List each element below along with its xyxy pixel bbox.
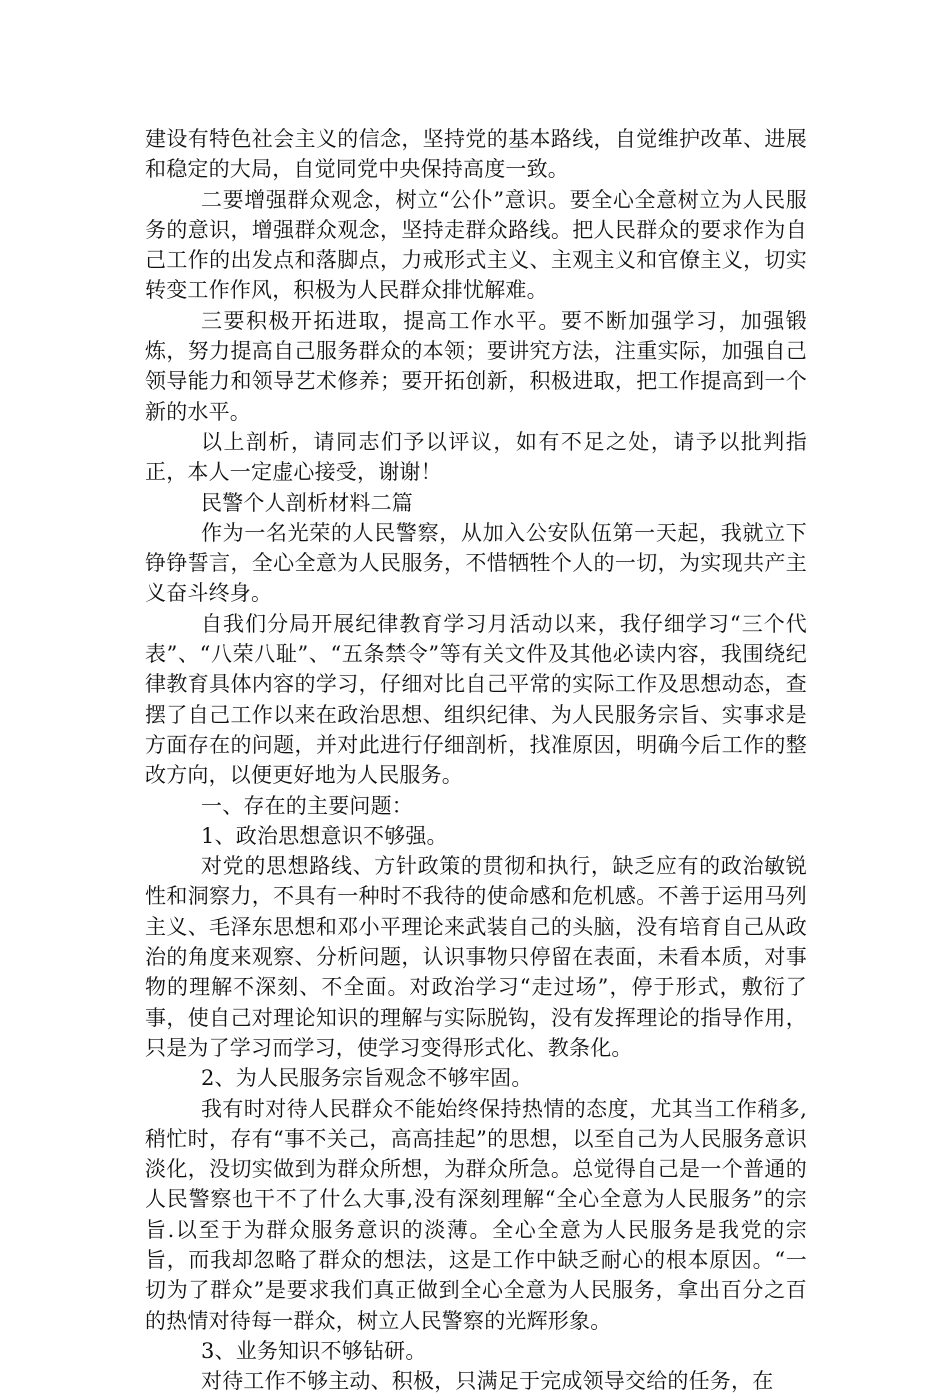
paragraph: 三要积极开拓进取，提高工作水平。要不断加强学习，加强锻炼，努力提高自己服务群众的本领；要讲究方法，注重实际，加强自己领导能力和领导艺术修养；要开拓创新，积极进取，把工作提高到一个新的水平。: [145, 308, 807, 424]
paragraph: 以上剖析，请同志们予以评议，如有不足之处，请予以批判指正，本人一定虚心接受，谢谢！: [145, 429, 807, 485]
paragraph: 自我们分局开展纪律教育学习月活动以来，我仔细学习“三个代表”、“八荣八耻”、“五条禁令”等有关文件及其他必读内容，我围绕纪律教育具体内容的学习，仔细对比自己平常的实际工作及思想动态，查摆了自己工作以来在政治思想、组织纪律、为人民服务宗旨、实事求是方面存在的问题，并对此进行仔细剖析，找准原因，明确今后工作的整改方向，以便更好地为人民服务。: [145, 611, 807, 788]
paragraph: 我有时对待人民群众不能始终保持热情的态度，尤其当工作稍多,稍忙时，存有“事不关己，高高挂起”的思想，以至自己为人民服务意识淡化，没切实做到为群众所想，为群众所急。总觉得自己是一个普通的人民警察也干不了什么大事,没有深刻理解“全心全意为人民服务”的宗旨.以至于为群众服务意识的淡薄。全心全意为人民服务是我党的宗旨，而我却忽略了群众的想法，这是工作中缺乏耐心的根本原因。“一切为了群众”是要求我们真正做到全心全意为人民服务，拿出百分之百的热情对待每一群众，树立人民警察的光辉形象。: [145, 1096, 807, 1333]
section-heading: 一、存在的主要问题：: [201, 793, 413, 818]
subheading: 3、业务知识不够钻研。: [201, 1338, 427, 1363]
subheading: 1、政治思想意识不够强。: [201, 823, 448, 848]
paragraph: 对待工作不够主动、积极，只满足于完成领导交给的任务，在: [201, 1369, 774, 1394]
subheading: 2、为人民服务宗旨观念不够牢固。: [201, 1066, 533, 1091]
document-body: [145, 124, 807, 1396]
paragraph: 建设有特色社会主义的信念，坚持党的基本路线，自觉维护改革、进展和稳定的大局，自觉同党中央保持高度一致。: [145, 127, 807, 182]
paragraph: 二要增强群众观念，树立“公仆”意识。要全心全意树立为人民服务的意识，增强群众观念，坚持走群众路线。把人民群众的要求作为自己工作的出发点和落脚点，力戒形式主义、主观主义和官僚主义，切实转变工作作风，积极为人民群众排忧解难。: [145, 187, 807, 303]
section-title: 民警个人剖析材料二篇: [201, 490, 413, 515]
paragraph: 作为一名光荣的人民警察，从加入公安队伍第一天起，我就立下铮铮誓言，全心全意为人民服务，不惜牺牲个人的一切，为实现共产主义奋斗终身。: [145, 520, 807, 606]
paragraph: 对党的思想路线、方针政策的贯彻和执行，缺乏应有的政治敏锐性和洞察力，不具有一种时不我待的使命感和危机感。不善于运用马列主义、毛泽东思想和邓小平理论来武装自己的头脑，没有培育自己从政治的角度来观察、分析问题，认识事物只停留在表面，未看本质，对事物的理解不深刻、不全面。对政治学习“走过场”，停于形式，敷衍了事，使自己对理论知识的理解与实际脱钩，没有发挥理论的指导作用，只是为了学习而学习，使学习变得形式化、教条化。: [145, 854, 807, 1060]
